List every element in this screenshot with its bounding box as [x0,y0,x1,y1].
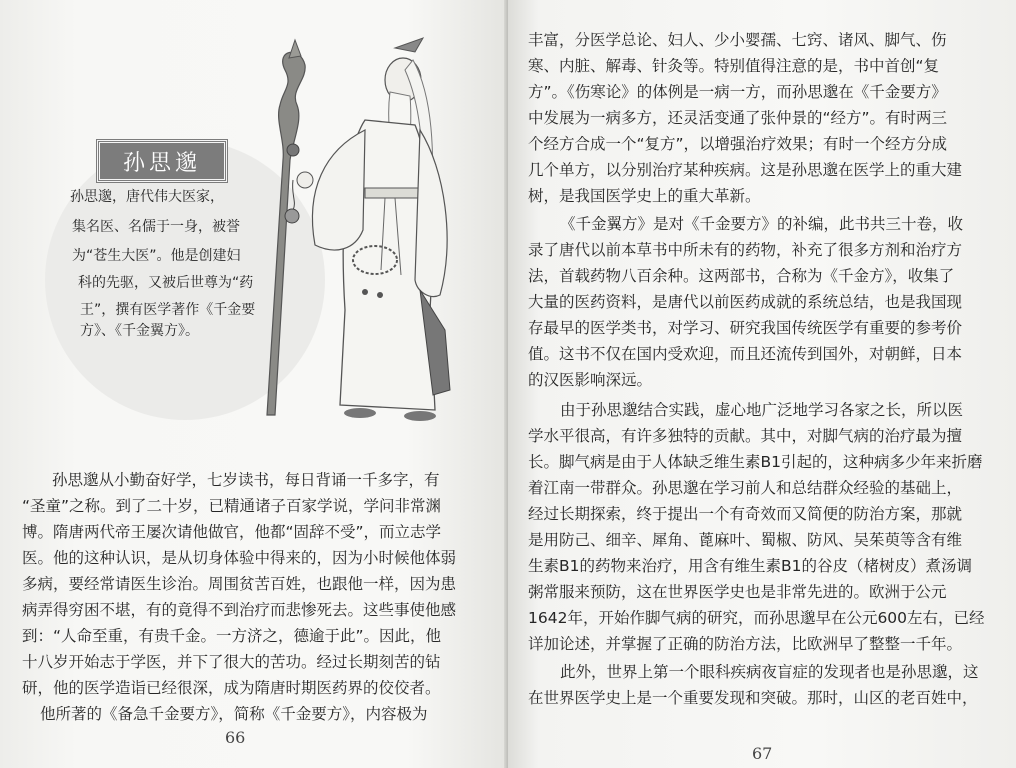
bio-line: 王”，撰有医学著作《千金要 [80,302,256,318]
body-line: 孙思邈从小勤奋好学，七岁读书，每日背诵一千多字，有 [52,471,440,489]
body-line: 树，是我国医学史上的重大革新。 [528,187,761,205]
body-line: 粥常服来预防，这在世界医学史也是非常先进的。欧洲于公元 [528,583,947,601]
body-line: 存最早的医学类书，对学习、研究我国传统医学有重要的参考价 [528,319,963,337]
body-line: 他所著的《备急千金要方》，简称《千金要方》，内容极为 [40,705,428,723]
body-line: 《千金翼方》是对《千金要方》的补编，此书共三十卷，收 [560,215,964,233]
body-line: 丰富，分医学总论、妇人、少小婴孺、七窍、诸风、脚气、伤 [528,31,947,49]
body-line: 的汉医影响深远。 [528,371,653,389]
body-line: “圣童”之称。到了二十岁，已精通诸子百家学说，学问非常渊 [22,497,442,515]
body-line: 长。脚气病是由于人体缺乏维生素B1引起的，这种病多少年来折磨 [528,453,983,471]
sun-simiao-illustration [245,30,485,430]
body-line: 几个单方，以分别治疗某种疾病。这是孙思邈在医学上的重大建 [528,161,963,179]
right-page [508,0,1016,768]
body-line: 生素B1的药物来治疗，用含有维生素B1的谷皮（楮树皮）煮汤调 [528,557,972,575]
body-line: 学水平很高，有许多独特的贡献。其中，对脚气病的治疗最为擅 [528,427,963,445]
page-number: 66 [225,728,246,747]
body-line: 法，首载药物八百余种。这两部书，合称为《千金方》，收集了 [528,267,955,285]
bio-line: 集名医、名儒于一身，被誉 [72,219,240,235]
portrait-title: 孙思邈 [97,140,227,182]
bio-line: 方》、《千金翼方》。 [80,323,199,339]
body-line: 值。这书不仅在国内受欢迎，而且还流传到国外，对朝鲜，日本 [528,345,963,363]
body-line: 寒、内脏、解毒、针灸等。特别值得注意的是，书中首创“复 [528,57,940,75]
body-line: 1642年，开始作脚气病的研究，而孙思邈早在公元600左右，已经 [528,609,985,627]
body-line: 病弄得穷困不堪，有的竟得不到治疗而悲惨死去。这些事使他感 [22,601,457,619]
body-line: 详加论述，并掌握了正确的防治方法，比欧洲早了整整一千年。 [528,635,963,653]
bio-line: 孙思邈，唐代伟大医家， [70,189,224,205]
body-line: 多病，要经常请医生诊治。周围贫苦百姓，也跟他一样，因为患 [22,575,457,593]
body-line: 医。他的这种认识，是从切身体验中得来的，因为小时候他体弱 [22,549,457,567]
body-line: 是用防己、细辛、犀角、蓖麻叶、蜀椒、防风、吴茱萸等含有维 [528,531,963,549]
bio-line: 科的先驱，又被后世尊为“药 [78,275,254,291]
body-line: 博。隋唐两代帝王屡次请他做官，他都“固辞不受”，而立志学 [22,523,442,541]
body-line: 方”。《伤寒论》的体例是一病一方，而孙思邈在《千金要方》 [528,83,947,101]
body-line: 由于孙思邈结合实践，虚心地广泛地学习各家之长，所以医 [560,401,964,419]
body-line: 中发展为一病多方，还灵活变通了张仲景的“经方”。有时两三 [528,109,948,127]
body-line: 大量的医药资料，是唐代以前医药成就的系统总结，也是我国现 [528,293,963,311]
body-line: 着江南一带群众。孙思邈在学习前人和总结群众经验的基础上， [528,479,963,497]
body-line: 个经方合成一个“复方”，以增强治疗效果；有时一个经方分成 [528,135,948,153]
body-line: 经过长期探索，终于提出一个有奇效而又简便的防治方案，那就 [528,505,963,523]
page-number: 67 [752,744,773,763]
body-line: 此外，世界上第一个眼科疾病夜盲症的发现者也是孙思邈，这 [560,663,979,681]
body-line: 到：“人命至重，有贵千金。一方济之，德逾于此”。因此，他 [22,627,442,645]
body-line: 录了唐代以前本草书中所未有的药物，补充了很多方剂和治疗方 [528,241,963,259]
body-line: 在世界医学史上是一个重要发现和突破。那时，山区的老百姓中， [528,689,978,707]
body-line: 研，他的医学造诣已经很深，成为隋唐时期医药界的佼佼者。 [22,679,441,697]
bio-line: 为“苍生大医”。他是创建妇 [72,248,241,264]
body-line: 十八岁开始志于学医，并下了很大的苦功。经过长期刻苦的钻 [22,653,441,671]
